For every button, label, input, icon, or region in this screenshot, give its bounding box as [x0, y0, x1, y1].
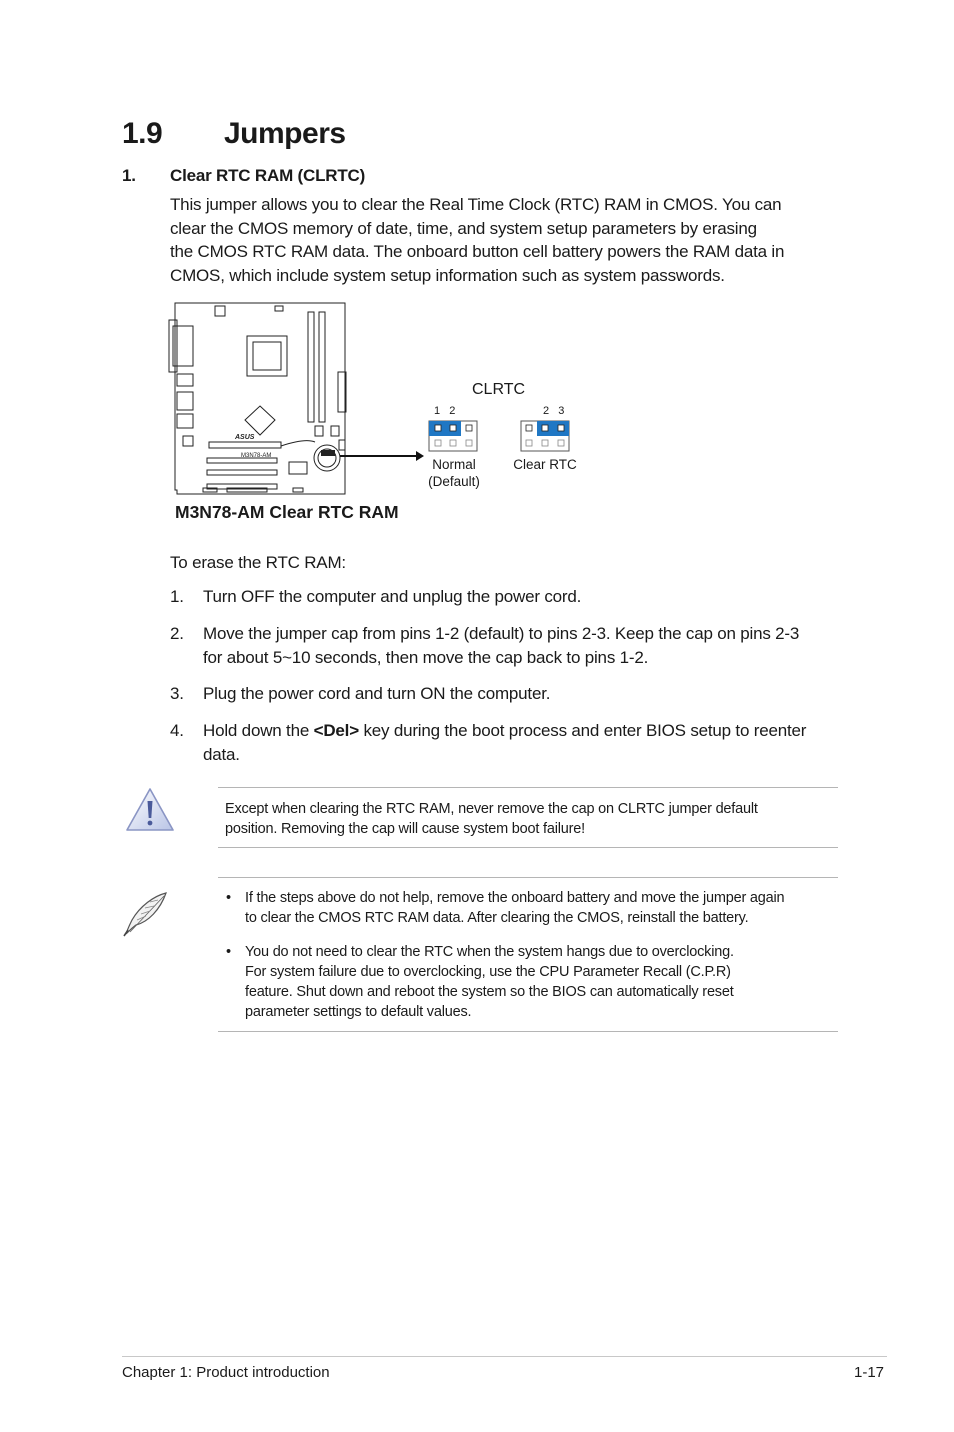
item-line: This jumper allows you to clear the Real Time Clock (RTC) RAM in CMOS. You can: [170, 195, 782, 214]
step-number: 2.: [170, 624, 184, 643]
note-bullet: [245, 888, 784, 928]
motherboard-layout-diagram: [155, 298, 355, 500]
item-line: the CMOS RTC RAM data. The onboard button cell battery powers the RAM data in: [170, 242, 785, 261]
step-line: data.: [203, 744, 240, 764]
caution-line: position. Removing the cap will cause system boot failure!: [225, 821, 585, 837]
step-number: 1.: [170, 587, 184, 606]
bullet-dot: •: [226, 890, 231, 906]
note-top-rule: [218, 877, 838, 878]
procedure-intro: To erase the RTC RAM:: [170, 553, 346, 572]
board-name: M3N78-AM: [241, 453, 272, 459]
step-line: for about 5~10 seconds, then move the cap back to pins 1-2.: [203, 647, 649, 667]
step-text: [203, 622, 799, 669]
right-jumper-pin-numbers: 2 3: [543, 405, 565, 417]
item-line: clear the CMOS memory of date, time, and system setup parameters by erasing: [170, 218, 757, 238]
item-title: Clear RTC RAM (CLRTC): [170, 166, 366, 185]
step-text-pre: Hold down the: [203, 721, 314, 740]
jumper-label: CLRTC: [472, 381, 526, 398]
note-line: For system failure due to overclocking, use the CPU Parameter Recall (C.P.R): [245, 964, 731, 980]
board-logo: ASUS: [235, 434, 255, 441]
feather-pen-icon: [120, 890, 172, 940]
note-line: to clear the CMOS RTC RAM data. After clearing the CMOS, reinstall the battery.: [245, 910, 749, 926]
footer-page-number: 1-17: [854, 1364, 885, 1381]
step-number: 3.: [170, 684, 184, 703]
note-line: If the steps above do not help, remove the onboard battery and move the jumper again: [245, 890, 785, 906]
section-number: 1.9: [122, 117, 163, 150]
jumper-normal-label: Normal: [432, 457, 476, 472]
step-number: 4.: [170, 721, 184, 740]
jumper-clear-label: Clear RTC: [513, 457, 577, 472]
note-line: You do not need to clear the RTC when the system hangs due to overclocking.: [245, 944, 734, 960]
warning-icon: [124, 786, 176, 834]
caution-bottom-rule: [218, 847, 838, 848]
note-line: parameter settings to default values.: [245, 1004, 472, 1020]
caution-text: [225, 799, 758, 839]
step-line: Move the jumper cap from pins 1-2 (default) to pins 2-3. Keep the cap on pins 2-3: [203, 624, 800, 643]
jumper-normal-caption: [414, 456, 494, 490]
caution-line: Except when clearing the RTC RAM, never remove the cap on CLRTC jumper default: [225, 801, 758, 817]
item-line: CMOS, which include system setup information such as system passwords.: [170, 265, 725, 285]
note-line: feature. Shut down and reboot the system so the BIOS can automatically reset: [245, 984, 734, 1000]
del-key-label: <Del>: [313, 721, 359, 740]
item-description: [170, 193, 850, 287]
note-bottom-rule: [218, 1031, 838, 1032]
jumper-default-label: (Default): [428, 474, 480, 489]
left-jumper-pin-numbers: 1 2: [434, 405, 456, 417]
step-text: [203, 719, 806, 766]
jumper-normal-icon: [428, 420, 480, 454]
jumper-clear-icon: [520, 420, 572, 454]
diagram-caption: M3N78-AM Clear RTC RAM: [175, 502, 399, 522]
step-text: Turn OFF the computer and unplug the power cord.: [203, 587, 582, 606]
step-line: [203, 719, 806, 743]
caution-top-rule: [218, 787, 838, 788]
footer-rule: [122, 1356, 887, 1357]
section-title: Jumpers: [224, 117, 346, 150]
item-number: 1.: [122, 166, 136, 185]
pointer-arrow: [340, 448, 424, 464]
note-bullet: [245, 942, 734, 1022]
footer-chapter: Chapter 1: Product introduction: [122, 1364, 330, 1381]
step-text-post: key during the boot process and enter BIOS setup to reenter: [358, 721, 807, 740]
bullet-dot: •: [226, 944, 231, 960]
step-text: Plug the power cord and turn ON the computer.: [203, 684, 551, 703]
